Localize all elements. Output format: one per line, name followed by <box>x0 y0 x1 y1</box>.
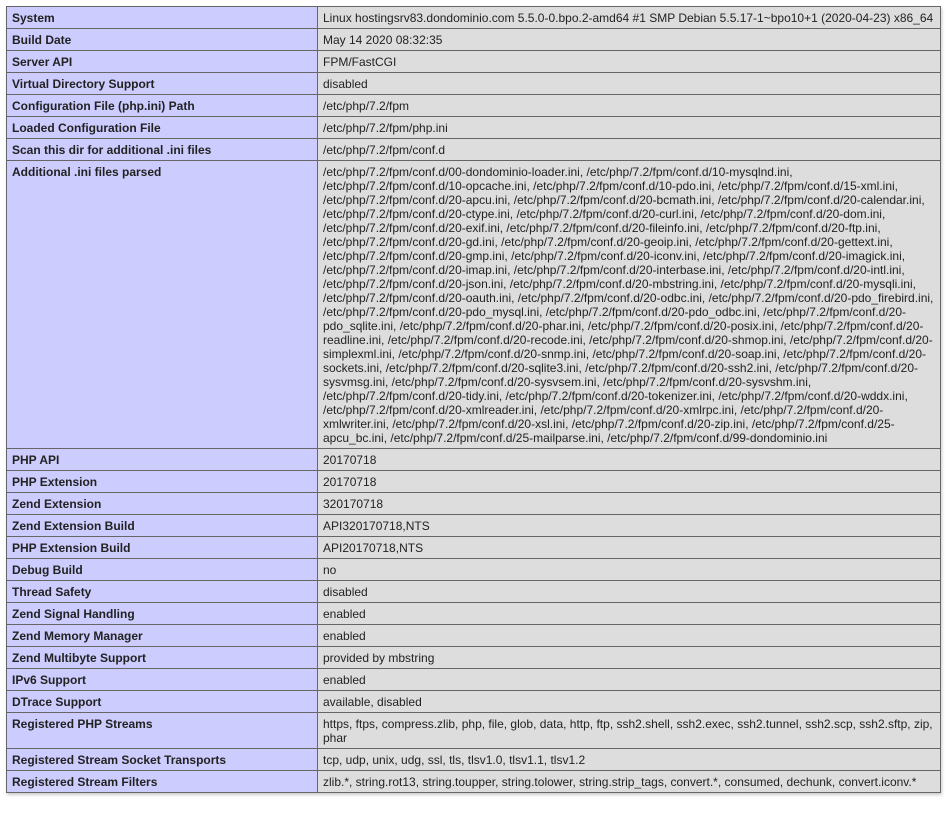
info-value-line: /etc/php/7.2/fpm/conf.d/20-gd.ini, /etc/php/7.2/fpm/conf.d/20-geoip.ini, /etc/php/7.2/fpm/conf.d/20-gettext.ini, <box>323 235 893 249</box>
info-value: https, ftps, compress.zlib, php, file, glob, data, http, ftp, ssh2.shell, ssh2.exec, ssh2.tunnel, ssh2.scp, ssh2.sftp, zip, phar <box>318 713 941 749</box>
info-row <box>7 51 941 73</box>
info-value: disabled <box>318 581 941 603</box>
info-row <box>7 515 941 537</box>
info-value: zlib.*, string.rot13, string.toupper, string.tolower, string.strip_tags, convert.*, consumed, dechunk, convert.iconv.* <box>318 771 941 793</box>
info-value: enabled <box>318 603 941 625</box>
info-row <box>7 647 941 669</box>
info-value-line: /etc/php/7.2/fpm/conf.d/20-exif.ini, /etc/php/7.2/fpm/conf.d/20-fileinfo.ini, /etc/php/7.2/fpm/conf.d/20-ftp.ini, <box>323 221 881 235</box>
php-info-table-body <box>7 7 941 793</box>
info-value-line: pdo_sqlite.ini, /etc/php/7.2/fpm/conf.d/20-phar.ini, /etc/php/7.2/fpm/conf.d/20-posix.ini, /etc/php/7.2/fpm/conf.d/20- <box>323 319 924 333</box>
info-value-line: /etc/php/7.2/fpm/conf.d/20-tidy.ini, /etc/php/7.2/fpm/conf.d/20-tokenizer.ini, /etc/php/7.2/fpm/conf.d/20-wddx.ini, <box>323 389 908 403</box>
info-key: DTrace Support <box>7 691 318 713</box>
info-value-line: /etc/php/7.2/fpm/conf.d/00-dondominio-loader.ini, /etc/php/7.2/fpm/conf.d/10-mysqlnd.ini, <box>323 165 793 179</box>
info-value: 20170718 <box>318 471 941 493</box>
info-key: Registered PHP Streams <box>7 713 318 749</box>
info-value-line: /etc/php/7.2/fpm/conf.d/20-oauth.ini, /etc/php/7.2/fpm/conf.d/20-odbc.ini, /etc/php/7.2/fpm/conf.d/20-pdo_firebird.ini, <box>323 291 934 305</box>
info-key: Zend Extension <box>7 493 318 515</box>
info-value-line: apcu_bc.ini, /etc/php/7.2/fpm/conf.d/25-mailparse.ini, /etc/php/7.2/fpm/conf.d/99-dondominio.ini <box>323 431 828 445</box>
info-key: Virtual Directory Support <box>7 73 318 95</box>
info-value-line: /etc/php/7.2/fpm/conf.d/10-opcache.ini, /etc/php/7.2/fpm/conf.d/10-pdo.ini, /etc/php/7.2/fpm/conf.d/15-xml.ini, <box>323 179 898 193</box>
info-value-line: sockets.ini, /etc/php/7.2/fpm/conf.d/20-sqlite3.ini, /etc/php/7.2/fpm/conf.d/20-ssh2.ini, /etc/php/7.2/fpm/conf.d/20- <box>323 361 918 375</box>
info-value: no <box>318 559 941 581</box>
info-key: Debug Build <box>7 559 318 581</box>
info-row <box>7 713 941 749</box>
info-row <box>7 603 941 625</box>
info-value-line: /etc/php/7.2/fpm/conf.d/20-pdo_mysql.ini, /etc/php/7.2/fpm/conf.d/20-pdo_odbc.ini, /etc/php/7.2/fpm/conf.d/20- <box>323 305 907 319</box>
info-row <box>7 7 941 29</box>
info-key: Server API <box>7 51 318 73</box>
info-value: disabled <box>318 73 941 95</box>
info-value: tcp, udp, unix, udg, ssl, tls, tlsv1.0, tlsv1.1, tlsv1.2 <box>318 749 941 771</box>
info-row <box>7 29 941 51</box>
info-value <box>318 161 941 449</box>
info-row <box>7 691 941 713</box>
info-value-lines <box>323 165 935 445</box>
info-value-line: readline.ini, /etc/php/7.2/fpm/conf.d/20-recode.ini, /etc/php/7.2/fpm/conf.d/20-shmop.ini, /etc/php/7.2/fpm/conf.d/20- <box>323 333 933 347</box>
info-value: /etc/php/7.2/fpm <box>318 95 941 117</box>
info-row <box>7 95 941 117</box>
info-row <box>7 749 941 771</box>
info-value: /etc/php/7.2/fpm/conf.d <box>318 139 941 161</box>
info-value: May 14 2020 08:32:35 <box>318 29 941 51</box>
info-value-line: sysvmsg.ini, /etc/php/7.2/fpm/conf.d/20-sysvsem.ini, /etc/php/7.2/fpm/conf.d/20-sysvshm.ini, <box>323 375 812 389</box>
info-key: Zend Multibyte Support <box>7 647 318 669</box>
info-row <box>7 559 941 581</box>
info-key: Additional .ini files parsed <box>7 161 318 449</box>
info-value: 320170718 <box>318 493 941 515</box>
info-key: PHP Extension <box>7 471 318 493</box>
info-value: API320170718,NTS <box>318 515 941 537</box>
info-row <box>7 139 941 161</box>
info-row <box>7 471 941 493</box>
info-key: Registered Stream Socket Transports <box>7 749 318 771</box>
info-key: PHP Extension Build <box>7 537 318 559</box>
info-value-line: /etc/php/7.2/fpm/conf.d/20-imap.ini, /etc/php/7.2/fpm/conf.d/20-interbase.ini, /etc/php/7.2/fpm/conf.d/20-intl.ini, <box>323 263 905 277</box>
info-key: IPv6 Support <box>7 669 318 691</box>
info-row <box>7 493 941 515</box>
info-row <box>7 669 941 691</box>
info-key: Zend Signal Handling <box>7 603 318 625</box>
info-value: API20170718,NTS <box>318 537 941 559</box>
php-info-table <box>6 6 941 793</box>
info-value-line: /etc/php/7.2/fpm/conf.d/20-apcu.ini, /etc/php/7.2/fpm/conf.d/20-bcmath.ini, /etc/php/7.2/fpm/conf.d/20-calendar.ini, <box>323 193 925 207</box>
info-row <box>7 73 941 95</box>
info-value: 20170718 <box>318 449 941 471</box>
info-row <box>7 537 941 559</box>
info-value-line: /etc/php/7.2/fpm/conf.d/20-json.ini, /etc/php/7.2/fpm/conf.d/20-mbstring.ini, /etc/php/7.2/fpm/conf.d/20-mysqli.ini, <box>323 277 916 291</box>
info-value: available, disabled <box>318 691 941 713</box>
info-row <box>7 117 941 139</box>
info-row <box>7 161 941 449</box>
info-value: Linux hostingsrv83.dondominio.com 5.5.0-0.bpo.2-amd64 #1 SMP Debian 5.5.17-1~bpo10+1 (2020-04-23) x86_64 <box>318 7 941 29</box>
info-value: provided by mbstring <box>318 647 941 669</box>
info-key: Thread Safety <box>7 581 318 603</box>
info-key: Scan this dir for additional .ini files <box>7 139 318 161</box>
info-row <box>7 625 941 647</box>
info-value-line: /etc/php/7.2/fpm/conf.d/20-xmlreader.ini, /etc/php/7.2/fpm/conf.d/20-xmlrpc.ini, /etc/php/7.2/fpm/conf.d/20- <box>323 403 884 417</box>
info-row <box>7 449 941 471</box>
info-value: enabled <box>318 669 941 691</box>
info-key: Registered Stream Filters <box>7 771 318 793</box>
info-value: /etc/php/7.2/fpm/php.ini <box>318 117 941 139</box>
info-value-line: /etc/php/7.2/fpm/conf.d/20-gmp.ini, /etc/php/7.2/fpm/conf.d/20-iconv.ini, /etc/php/7.2/fpm/conf.d/20-imagick.ini, <box>323 249 906 263</box>
info-row <box>7 771 941 793</box>
info-value: enabled <box>318 625 941 647</box>
info-value-line: simplexml.ini, /etc/php/7.2/fpm/conf.d/20-snmp.ini, /etc/php/7.2/fpm/conf.d/20-soap.ini, /etc/php/7.2/fpm/conf.d/20- <box>323 347 926 361</box>
info-key: PHP API <box>7 449 318 471</box>
info-row <box>7 581 941 603</box>
info-value-line: xmlwriter.ini, /etc/php/7.2/fpm/conf.d/20-xsl.ini, /etc/php/7.2/fpm/conf.d/20-zip.ini, /etc/php/7.2/fpm/conf.d/25- <box>323 417 895 431</box>
info-value: FPM/FastCGI <box>318 51 941 73</box>
info-value-line: /etc/php/7.2/fpm/conf.d/20-ctype.ini, /etc/php/7.2/fpm/conf.d/20-curl.ini, /etc/php/7.2/fpm/conf.d/20-dom.ini, <box>323 207 886 221</box>
info-key: Build Date <box>7 29 318 51</box>
info-key: Zend Extension Build <box>7 515 318 537</box>
info-key: Configuration File (php.ini) Path <box>7 95 318 117</box>
info-key: System <box>7 7 318 29</box>
info-key: Loaded Configuration File <box>7 117 318 139</box>
info-key: Zend Memory Manager <box>7 625 318 647</box>
